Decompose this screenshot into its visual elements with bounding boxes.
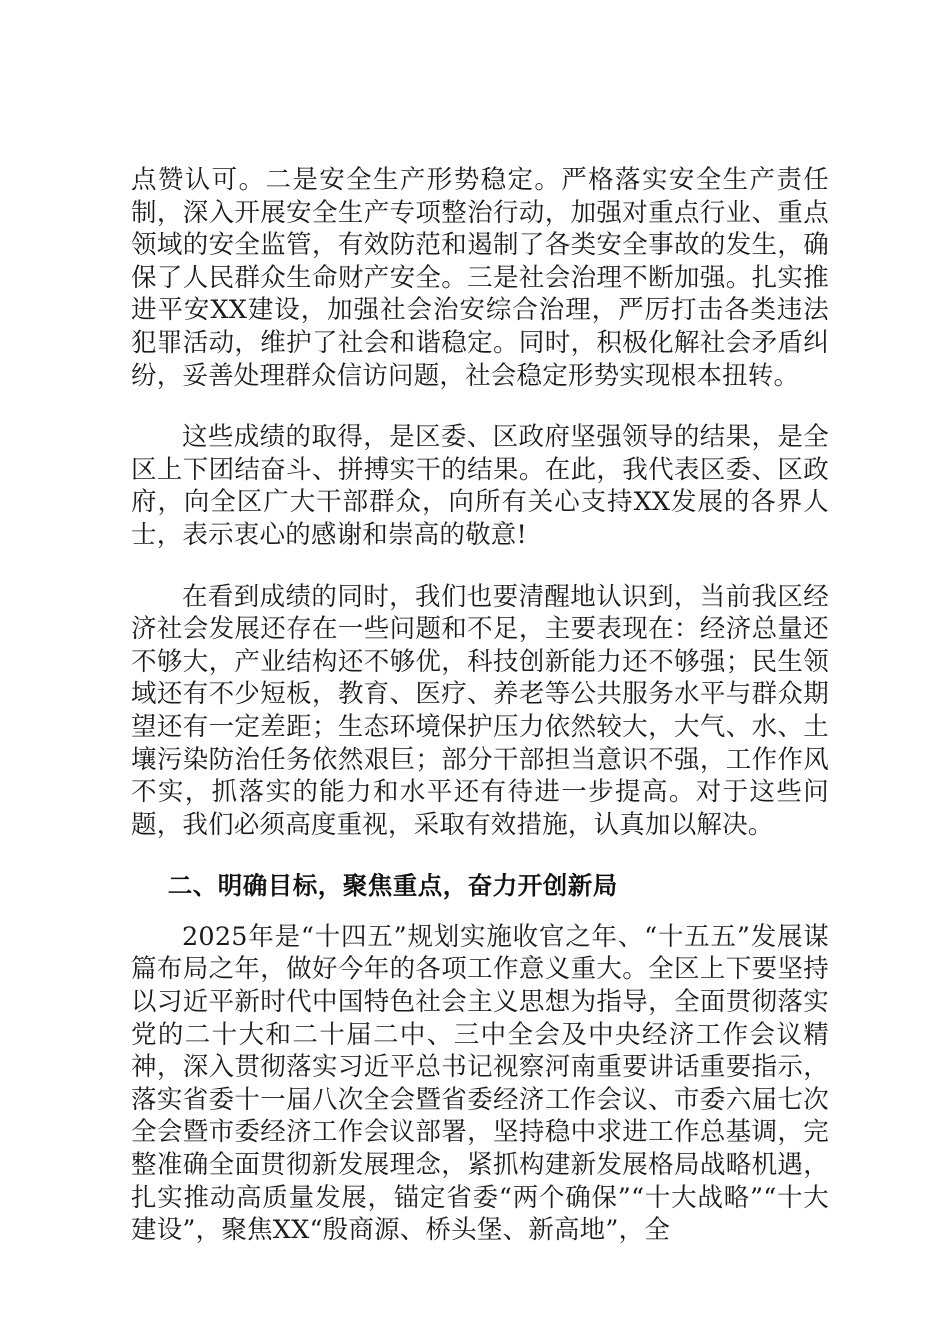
paragraph-gap [131, 552, 829, 581]
paragraph-acknowledgement: 这些成绩的取得，是区委、区政府坚强领导的结果，是全区上下团结奋斗、拼搏实干的结果。在此，我代表区委、区政府，向全区广大干部群众，向所有关心支持XX发展的各界人士，表示衷心的感谢和崇高的敬意! [131, 422, 829, 550]
paragraph-problems: 在看到成绩的同时，我们也要清醒地认识到，当前我区经济社会发展还存在一些问题和不足，主要表现在：经济总量还不够大，产业结构还不够优，科技创新能力还不够强；民生领域还有不少短板，教育、医疗、养老等公共服务水平与群众期望还有一定差距；生态环境保护压力依然较大，大气、水、土壤污染防治任务依然艰巨；部分干部担当意识不强，工作作风不实，抓落实的能力和水平还有待进一步提高。对于这些问题，我们必须高度重视，采取有效措施，认真加以解决。 [131, 581, 829, 840]
paragraph-gap [131, 841, 829, 870]
paragraph-gap [131, 392, 829, 421]
document-body [131, 164, 829, 1247]
paragraph-gap [131, 903, 829, 921]
paragraph-goals: 2025年是“十四五”规划实施收官之年、“十五五”发展谋篇布局之年，做好今年的各项工作意义重大。全区上下要坚持以习近平新时代中国特色社会主义思想为指导，全面贯彻落实党的二十大和二十届二中、三中全会及中央经济工作会议精神，深入贯彻落实习近平总书记视察河南重要讲话重要指示，落实省委十一届八次全会暨省委经济工作会议、市委六届七次全会暨市委经济工作会议部署，坚持稳中求进工作总基调，完整准确全面贯彻新发展理念，紧抓构建新发展格局战略机遇，扎实推动高质量发展，锚定省委“两个确保”“十大战略”“十大建设”，聚焦XX“殷商源、桥头堡、新高地”，全 [131, 921, 829, 1246]
section-heading: 二、明确目标，聚焦重点，奋力开创新局 [167, 871, 618, 901]
paragraph-continuation: 点赞认可。二是安全生产形势稳定。严格落实安全生产责任制，深入开展安全生产专项整治行动，加强对重点行业、重点领域的安全监管，有效防范和遏制了各类安全事故的发生，确保了人民群众生命财产安全。三是社会治理不断加强。扎实推进平安XX建设，加强社会治安综合治理，严厉打击各类违法犯罪活动，维护了社会和谐稳定。同时，积极化解社会矛盾纠纷，妥善处理群众信访问题，社会稳定形势实现根本扭转。 [131, 165, 829, 391]
